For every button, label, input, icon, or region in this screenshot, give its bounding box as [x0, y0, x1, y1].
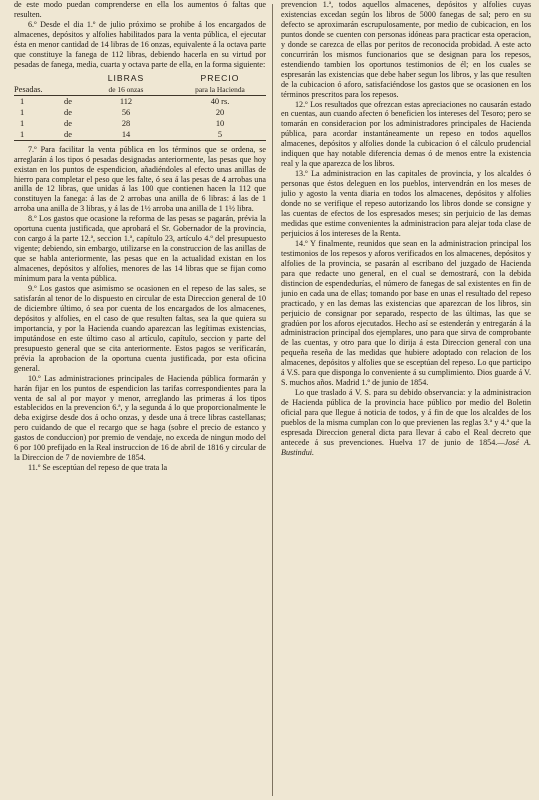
- paragraph-9: 9.º Los gastos que asimismo se ocasionen en el repeso de las sales, se satisfarán al tenor de lo dispuesto en circular de esta Direccion general de 10 de diciembre último, ó sea por cuenta de los encargados de los almacenes, depósitos y alfolies, en el caso de que resulten faltas, sea la que quiera su importancia, y por la Hacienda cuando aparezcan las legítimas existencias, imputándose en este último caso al artículo, capítulo, seccion y parte del presupuesto general que se cita anteriormente. Estos pagos se verificarán, prévia la aprobacion de la oportuna cuenta justificada, por esta oficina general.: [14, 284, 266, 373]
- cell-libras: 112: [119, 96, 133, 106]
- paragraph-13: 13.º La administracion en las capitales de provincia, y los alcaldes ó personas que éstos deleguen en los pueblos, intervendrán en los meses de julio y agosto la venta diaria en todos los almacenes, depósitos y alfolies donde no se verifique el repeso autorizando los libros donde se consigne y las cuentas de efectos de los espresados meses; sin perjuicio de las demas medidas que estime convenientes la administracion para alejar toda clase de perjuicios á los intereses de la Renta.: [281, 169, 531, 238]
- cell-precio: 10: [215, 118, 225, 128]
- cell-count: 1: [20, 118, 25, 128]
- intro-paragraph: de este modo puedan comprenderse en ella los aumentos ó faltas que resulten.: [14, 0, 266, 19]
- cell-count: 1: [14, 129, 58, 141]
- cell-precio: 40 rs.: [210, 96, 230, 106]
- cell-de: de: [64, 107, 72, 117]
- paragraph-8: 8.º Los gastos que ocasione la reforma de las pesas se pagarán, prévia la oportuna cuenta justificada, que aprobará el Sr. Gobernador de la provincia, con cargo á la parte 12.ª, seccion 1.ª, capítulo 23, artículo 4.º del presupuesto vigente; debiendo, sin embargo, utilizarse en la construccion de las anillas de que se habla anteriormente, las pesas que en la actualidad existan en los almacenes, depósitos y alfolies, menores de las 14 libras que se fijan como mínimum para la venta pública.: [14, 214, 266, 284]
- header-libras-sub: de 16 onzas: [108, 84, 144, 94]
- table-row: [14, 107, 266, 118]
- table-row: [14, 129, 266, 141]
- cell-libras: 56: [121, 107, 131, 117]
- header-precio: [174, 73, 266, 96]
- cell-count: 1: [20, 107, 25, 117]
- paragraph-12: 12.º Los resultados que ofrezcan estas apreciaciones no causarán estado en cuentas, aun cuando afecten ó beneficien los intereses del Tesoro; pero se tomarán en consideracion por los administradores principales de Hacienda pública, para acordar instantáneamente un repeso en todos aquellos almacenes, depósitos y alfolies donde la cubicacion ó el cálculo prudencial indiquen que hay notable diferencia demas ó de menos entre la existencia real y la que aparezca de los libros.: [281, 99, 531, 169]
- header-pesadas-label: Pesadas.: [14, 84, 43, 94]
- cell-de: de: [64, 96, 72, 106]
- paragraph-6: 6.º Desde el dia 1.º de julio próximo se prohibe á los encargados de almacenes, depósitos y alfolies habilitados para la venta pública, el ejecutar ésta en menor cantidad de 14 libras de 16 onzas, equivalente á la octava parte que constituye la fanega de 112 libras, debiendo hacerla en su virtud por pesadas de fanega, media, cuarta y octava parte de ella, en la forma siguiente:: [14, 19, 266, 69]
- paragraph-11: 11.º Se esceptúan del repeso de que trata la: [28, 463, 168, 473]
- cell-precio: 5: [174, 129, 266, 141]
- header-libras: [78, 73, 174, 96]
- cell-libras: 28: [121, 118, 131, 128]
- cell-count: 1: [20, 96, 25, 106]
- header-libras-label: LIBRAS: [107, 72, 145, 83]
- paragraph-10: 10.º Las administraciones principales de Hacienda pública formarán y harán fijar en los puntos de espendicion las tarifas correspondientes para la venta de sal al por mayor y menor, arreglando las primeras á los tipos establecidos en la prevencion 6.ª, y la segunda á lo que proporcionalmente le deba exigirse desde dos á ocho onzas, y desde una á trece libras castellanas; pero cuidando de que el recargo que se haga (sobre el precio de estanco y gastos de conduccion) por premio de vendaje, no exceda de ningun modo del 6 por 100 prefijado en la Real instruccion de 16 de abril de 1816 y circular de la Direccion de 7 de noviembre de 1854.: [14, 373, 266, 463]
- signature: —José A. Bustindui.: [281, 437, 531, 457]
- right-column: [281, 0, 531, 800]
- final-paragraph-text: Lo que traslado á V. S. para su debido observancia: y la administracion de Hacienda pública de la provincia hace público por medio del Boletin oficial para que llegue á noticia de todos, y á fin de que los alcaldes de los pueblos de la misma cumplan con lo que previenen las reglas 3.ª y 4.ª que la espresada Direccion general dicta para llevar á cabo el Real decreto que antecede á sus prevenciones. Huelva 17 de junio de 1854.: [281, 388, 531, 447]
- cell-de: de: [64, 118, 72, 128]
- header-precio-sub: para la Hacienda: [195, 84, 245, 94]
- table-row: [14, 95, 266, 107]
- cell-libras: 14: [78, 129, 174, 141]
- paragraph-14: 14.º Y finalmente, reunidos que sean en la administracion principal los testimonios de los repesos y aforos verificados en los almacenes, depósitos y alfolies de la provincia, se pasarán al escribano del juzgado de Hacienda para que redacte uno general, en el cual se demostrará, con la debida distincion de espendedurías, el número de fanegas de sal existentes en fin de junio en cada una de ellas; tomando por base en unas el resultado del repeso practicado, y en las demas las existencias que aparezcan de los libros, sin perjuicio de consignar por separado, respecto de las últimas, las que se gradúen por los aforos ejecutados. Hecho así se estenderán y entregarán á la administracion principal dos ejemplares, uno para que sirva de comprobante de las cuentas, y otro para que lo dirija á esta Direccion general con una pequeña reseña de las medidas que hubiere adoptado con relacion de los almacenes, depósitos y alfolies que se esceptúan del repeso. Lo que participo á V.S. para que disponga lo conveniente á su cumplimiento. Dios guarde á V. S. muchos años. Madrid 1.º de junio de 1854.: [281, 238, 531, 388]
- cell-de: de: [58, 129, 78, 141]
- header-precio-label: PRECIO: [200, 72, 240, 83]
- final-paragraph: [281, 388, 531, 458]
- continued-paragraph: prevencion 1.ª, todos aquellos almacenes, depósitos y alfolies cuyas existencias excedan según los libros de 5000 fanegas de sal; pero en su defecto se aproximarán escrupulosamente, por medio de cubicacion, en los puntos donde se cuenten con personas idóneas para practicar esta operacion, y donde se carezca de ellas por peritos de reconocida probidad. A este acto concurrirán los mismos funcionarios que se designan para los repesos, estendiendo tambien los oportunos testimonios de él; en los cuales se espresarán las existencias que debe haber segun los libros, y las que resulten de la cubicacion ó aforo, satisfaciéndose los gastos que se ocasionen en los términos prescritos para los repesos.: [281, 0, 531, 99]
- left-column: [14, 0, 266, 800]
- cell-precio: 20: [215, 107, 225, 117]
- table-row: [14, 118, 266, 129]
- paragraph-7: 7.º Para facilitar la venta pública en los términos que se ordena, se arreglarán á los tipos ó pesadas designadas anteriormente, las pesas que hoy existan en los puntos de espendicion, añadiéndoles al efecto unas anillas de hierro para completar el peso que les falte, ó sea á las pesas de 4 arrobas una anilla de 12 libras, que unidas á las 100 que contienen hacen la 112 que constituyen la fanega: á las de 2 arrobas una anilla de 6 libras: á las de 1 arroba una anilla de 3 libras, y á las de 1½ arroba una anilla de 1 1½ libra.: [14, 144, 266, 214]
- weights-price-table: [14, 73, 266, 141]
- header-pesadas: [14, 73, 58, 96]
- column-divider: [272, 4, 273, 796]
